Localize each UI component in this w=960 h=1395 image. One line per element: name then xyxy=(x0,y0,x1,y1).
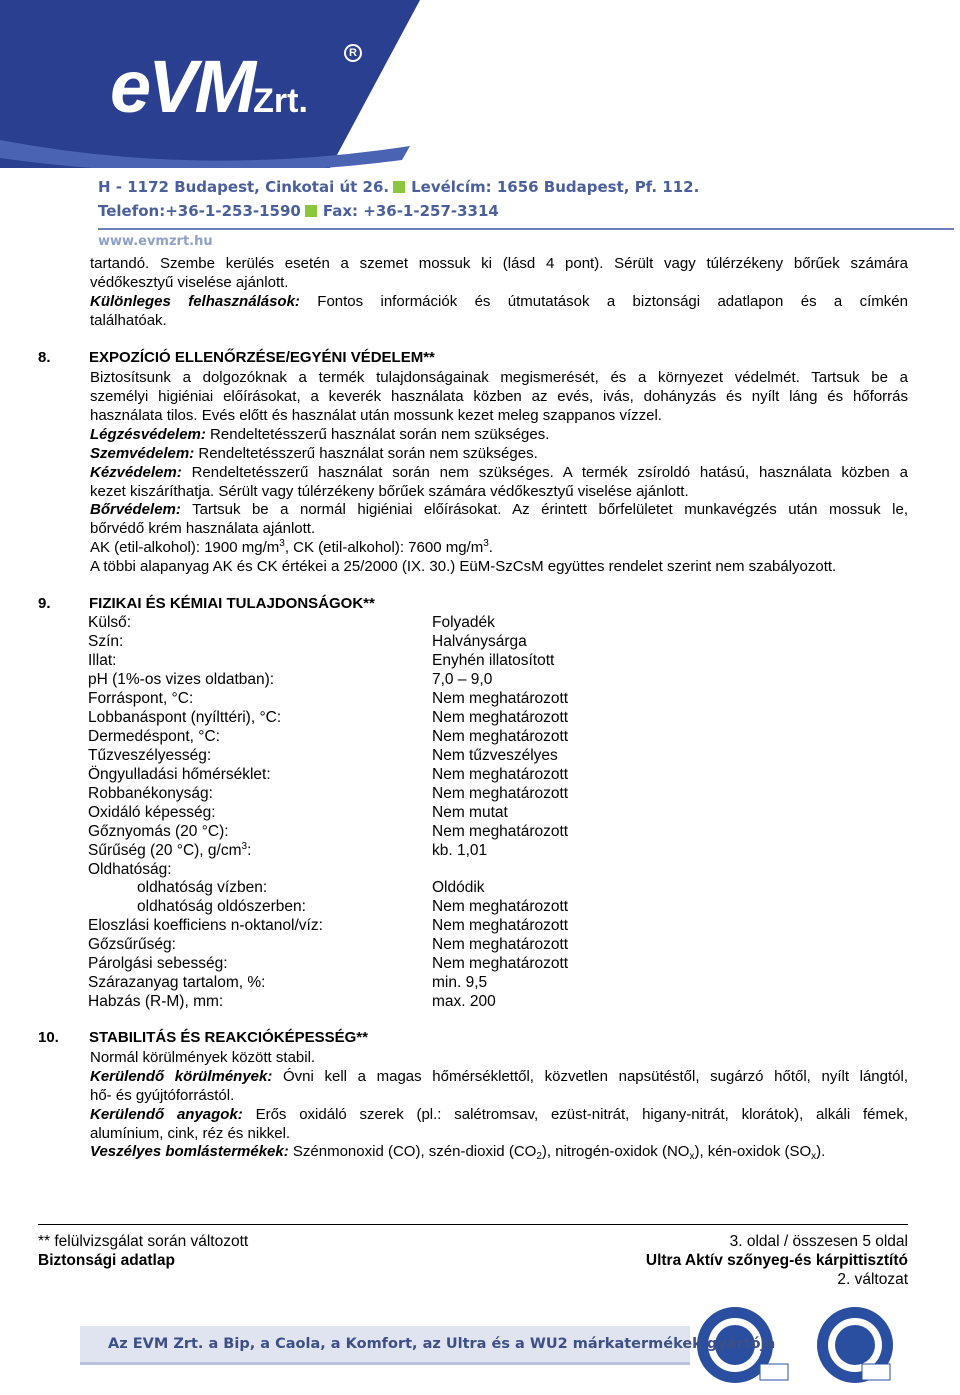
prop-value: Folyadék xyxy=(432,614,495,631)
prop-label: Forráspont, °C: xyxy=(88,690,194,707)
prop-value: Nem meghatározott xyxy=(432,766,569,783)
green-square-icon xyxy=(393,181,405,193)
page-number: 3. oldal / összesen 5 oldal xyxy=(729,1233,908,1250)
company-logo: eVMZrt. xyxy=(110,45,308,128)
footer-note: ** felülvizsgálat során változott xyxy=(38,1233,249,1250)
hand-protection-cont: kezet kiszáríthatja. Sérült vagy túlérzékeny bőrűek számára védőkesztyű viselése ajánlott. xyxy=(90,483,689,500)
registered-mark-icon: R xyxy=(344,44,362,62)
prop-value: Nem tűzveszélyes xyxy=(432,747,558,764)
prop-label: oldhatóság oldószerben: xyxy=(137,898,306,915)
section-8-title: EXPOZÍCIÓ ELLENŐRZÉSE/EGYÉNI VÉDELEM** xyxy=(89,349,435,366)
special-uses-cont: találhatóak. xyxy=(90,312,167,329)
prop-label: Oldhatóság: xyxy=(88,861,172,878)
prop-value: Nem meghatározott xyxy=(432,955,569,972)
skin-protection-cont: bőrvédő krém használata ajánlott. xyxy=(90,520,316,537)
prop-label: Öngyulladási hőmérséklet: xyxy=(88,766,271,783)
prop-value: Oldódik xyxy=(432,879,485,896)
green-square-icon xyxy=(305,205,317,217)
regulation-note: A többi alapanyag AK és CK értékei a 25/2000 (IX. 30.) EüM-SzCsM együttes rendelet szerint nem szabályozott. xyxy=(90,558,837,575)
prop-label: Szín: xyxy=(88,633,124,650)
version: 2. változat xyxy=(837,1271,908,1288)
section-10-number: 10. xyxy=(38,1029,59,1046)
brands-tagline: Az EVM Zrt. a Bip, a Caola, a Komfort, az Ultra és a WU2 márkatermékek gyártója xyxy=(108,1336,776,1352)
prop-value: Nem meghatározott xyxy=(432,936,569,953)
prop-label: Dermedéspont, °C: xyxy=(88,728,220,745)
hand-protection: Kézvédelem: Rendeltetésszerű használat során nem szükséges. A termék zsíroldó hatású, használata közben a xyxy=(90,464,908,481)
product-name: Ultra Aktív szőnyeg-és kárpittisztító xyxy=(645,1252,908,1269)
intro-line-2: védőkesztyű viselése ajánlott. xyxy=(90,274,289,291)
divider xyxy=(98,228,954,230)
section-9-title: FIZIKAI ÉS KÉMIAI TULAJDONSÁGOK** xyxy=(89,595,375,612)
prop-value: Nem mutat xyxy=(432,804,508,821)
eye-protection: Szemvédelem: Rendeltetésszerű használat során nem szükséges. xyxy=(90,445,538,462)
prop-label: Sűrűség (20 °C), $g/cm^3$: xyxy=(88,841,252,859)
prop-value: min. 9,5 xyxy=(432,974,488,991)
prop-label: Szárazanyag tartalom, %: xyxy=(88,974,266,991)
prop-label: Tűzveszélyesség: xyxy=(88,747,212,764)
intro-line-1: tartandó. Szembe kerülés esetén a szemet mossuk ki (lásd 4 pont). Sérült vagy túlérzékeny bőrűek számára xyxy=(90,255,908,272)
prop-value: Halványsárga xyxy=(432,633,527,650)
prop-value: Nem meghatározott xyxy=(432,709,569,726)
prop-value: Nem meghatározott xyxy=(432,917,569,934)
prop-value: 7,0 – 9,0 xyxy=(432,671,493,688)
s8-para-line-3: használata tilos. Evés előtt és használat után mossunk kezet meleg szappanos vízzel. xyxy=(90,407,662,424)
section-9-number: 9. xyxy=(38,595,51,612)
prop-label: Gőznyomás (20 °C): xyxy=(88,823,229,840)
respiratory-protection: Légzésvédelem: Rendeltetésszerű használat során nem szükséges. xyxy=(90,426,550,443)
footer-divider xyxy=(38,1224,908,1225)
prop-label: Párolgási sebesség: xyxy=(88,955,228,972)
exposure-limits: AK (etil-alkohol): 1900 $mg/m^3$, CK (etil-alkohol): 7600 $mg/m^3$. xyxy=(90,538,493,556)
prop-value: Nem meghatározott xyxy=(432,823,569,840)
prop-label: Külső: xyxy=(88,614,132,631)
prop-label: pH (1%-os vizes oldatban): xyxy=(88,671,275,688)
decomposition-products: Veszélyes bomlástermékek: Szénmonoxid (CO), szén-dioxid $(CO_2)$, nitrogén-oxidok $(NO_x)$, kén-oxidok $(SO_x)$. xyxy=(90,1143,826,1162)
prop-label: Oxidáló képesség: xyxy=(88,804,216,821)
prop-value: Nem meghatározott xyxy=(432,898,569,915)
stability-text: Normál körülmények között stabil. xyxy=(90,1049,316,1066)
prop-label: Gőzsűrűség: xyxy=(88,936,176,953)
phone-line: Telefon:+36-1-253-1590 Fax: +36-1-257-3314 xyxy=(98,202,499,220)
address-line: H - 1172 Budapest, Cinkotai út 26. Levélcím: 1656 Budapest, Pf. 112. xyxy=(98,178,700,196)
section-8-number: 8. xyxy=(38,349,51,366)
prop-value: kb. 1,01 xyxy=(432,842,488,859)
conditions-to-avoid-cont: hő- és gyújtóforrástól. xyxy=(90,1087,235,1104)
letterhead xyxy=(0,0,960,252)
conditions-to-avoid: Kerülendő körülmények: Óvni kell a magas hőmérséklettől, közvetlen napsütéstől, sugárzó hőtől, nyílt lángtól, xyxy=(90,1068,908,1085)
materials-to-avoid: Kerülendő anyagok: Erős oxidáló szerek (pl.: salétromsav, ezüst-nitrát, higany-nitrát, klorátok), alkáli fémek, xyxy=(90,1106,908,1123)
iso-14001-seal-icon xyxy=(817,1307,893,1383)
prop-label: Habzás (R-M), mm: xyxy=(88,993,224,1010)
prop-value: Nem meghatározott xyxy=(432,690,569,707)
prop-value: max. 200 xyxy=(432,993,496,1010)
prop-value: Nem meghatározott xyxy=(432,728,569,745)
materials-to-avoid-cont: alumínium, cink, réz és nikkel. xyxy=(90,1125,291,1142)
s8-para-line-2: személyi higiéniai előírásokat, a keverék használata közben az evés, ivás, dohányzás és nyílt láng és hőforrás xyxy=(90,388,908,405)
skin-protection: Bőrvédelem: Tartsuk be a normál higiéniai előírásokat. Az érintett bőrfelületet munkavégzés után mossuk le, xyxy=(90,501,908,518)
special-uses: Különleges felhasználások: Fontos információk és útmutatások a biztonsági adatlapon és a címkén xyxy=(90,293,908,310)
footer-doc-type: Biztonsági adatlap xyxy=(38,1252,175,1269)
prop-label: Robbanékonyság: xyxy=(88,785,213,802)
prop-value: Enyhén illatosított xyxy=(432,652,555,669)
prop-label: oldhatóság vízben: xyxy=(137,879,268,896)
prop-label: Lobbanáspont (nyílttéri), °C: xyxy=(88,709,282,726)
section-10-title: STABILITÁS ÉS REAKCIÓKÉPESSÉG** xyxy=(89,1029,368,1046)
prop-value: Nem meghatározott xyxy=(432,785,569,802)
s8-para-line-1: Biztosítsunk a dolgozóknak a termék tulajdonságainak megismerését, és a környezet védelmét. Tartsuk be a xyxy=(90,369,908,386)
prop-label: Eloszlási koefficiens n-oktanol/víz: xyxy=(88,917,323,934)
website-link[interactable]: www.evmzrt.hu xyxy=(98,234,213,249)
prop-label: Illat: xyxy=(88,652,117,669)
